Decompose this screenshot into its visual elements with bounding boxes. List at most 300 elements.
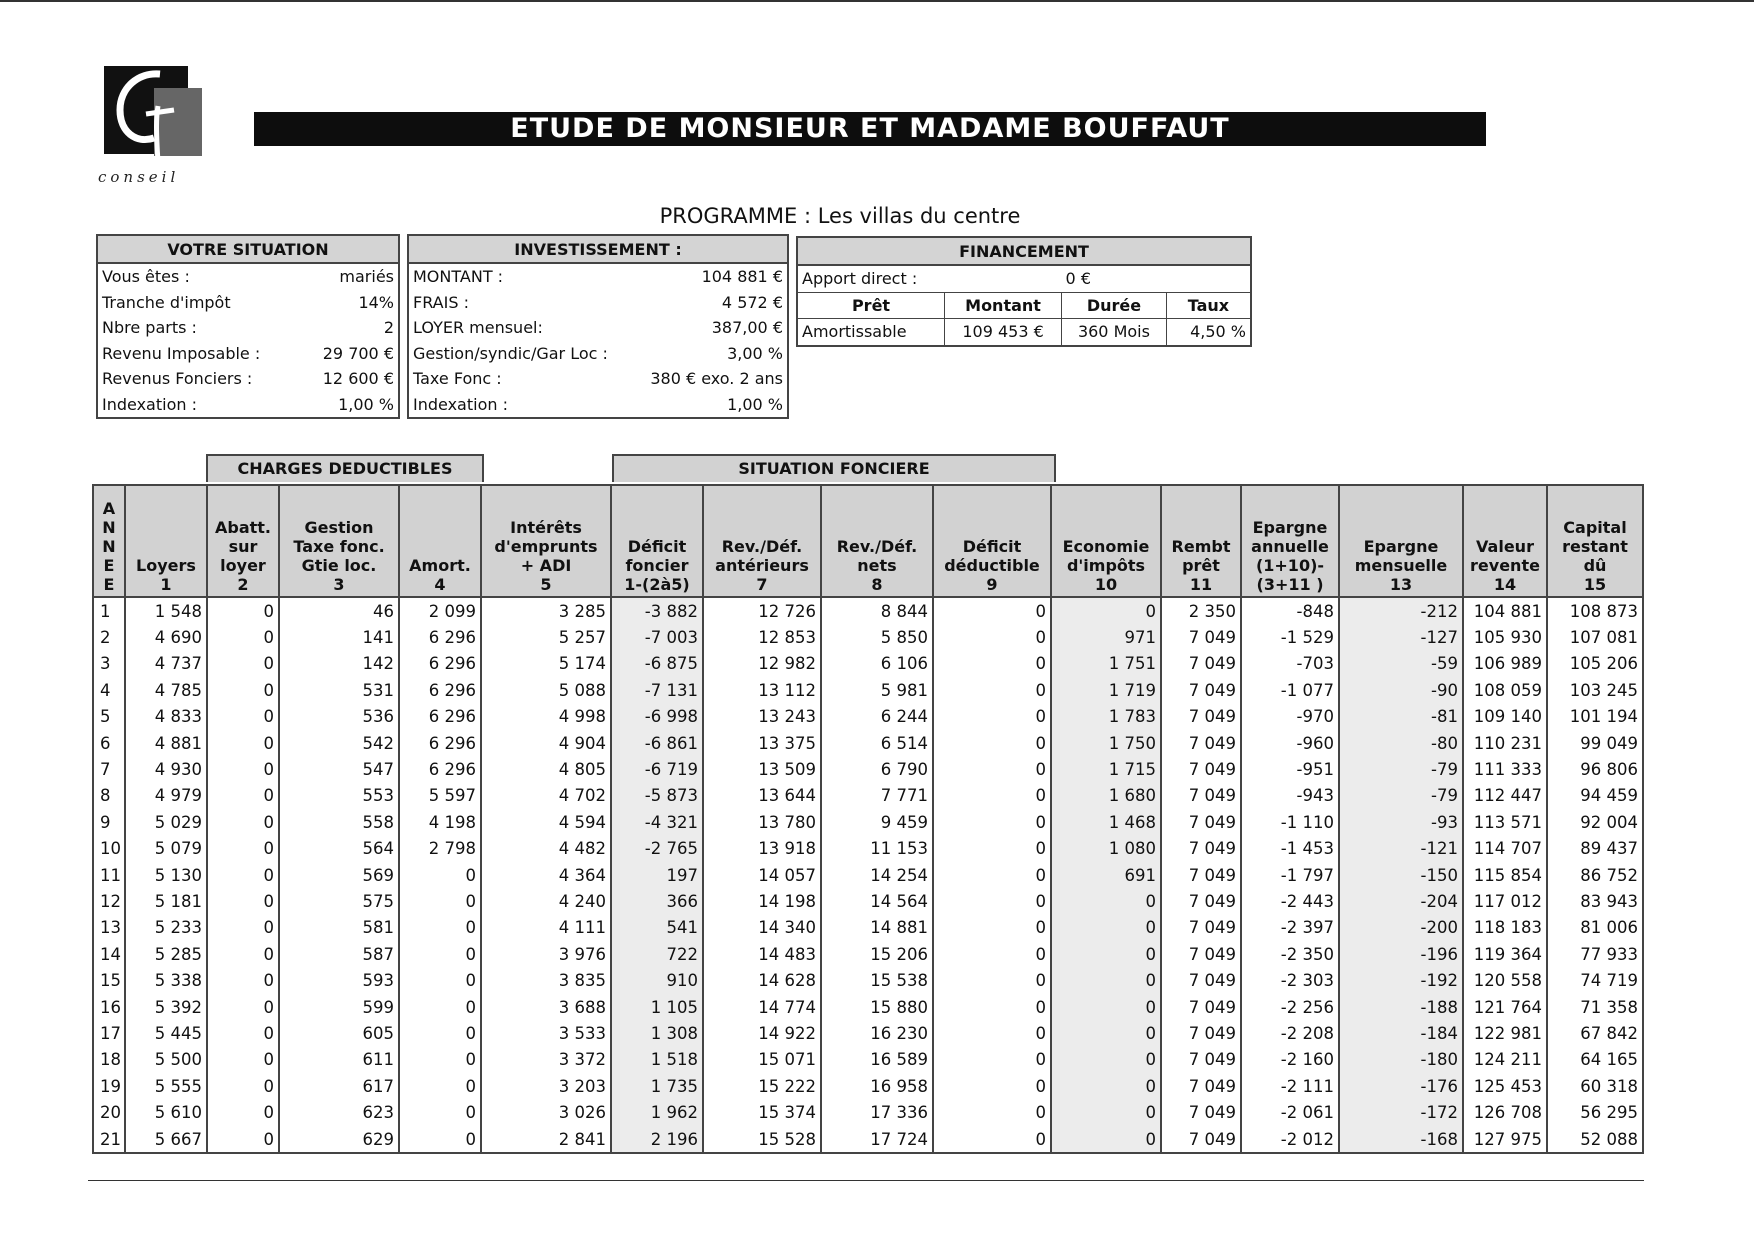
value-cell: 4 594	[481, 809, 611, 835]
year-cell: 2	[93, 624, 125, 650]
value-cell: -79	[1339, 783, 1463, 809]
column-header	[1051, 485, 1161, 597]
financement-col-duree: Durée	[1062, 292, 1167, 319]
situation-value: 1,00 %	[338, 394, 394, 414]
column-header-line: Déficit	[962, 537, 1022, 556]
value-cell: -1 529	[1241, 624, 1339, 650]
value-cell: 6 244	[821, 704, 933, 730]
value-cell: 0	[933, 915, 1051, 941]
column-header-line: Rev./Déf.	[721, 537, 803, 556]
value-cell: 7 049	[1161, 809, 1241, 835]
column-header-line: 1-(2à5)	[624, 575, 690, 594]
value-cell: 107 081	[1547, 624, 1643, 650]
value-cell: -1 797	[1241, 862, 1339, 888]
value-cell: -79	[1339, 756, 1463, 782]
value-cell: 13 780	[703, 809, 821, 835]
value-cell: 6 296	[399, 704, 481, 730]
value-cell: -81	[1339, 704, 1463, 730]
value-cell: -1 110	[1241, 809, 1339, 835]
value-cell: 14 254	[821, 862, 933, 888]
year-cell: 14	[93, 941, 125, 967]
value-cell: 0	[399, 1020, 481, 1046]
value-cell: 1 548	[125, 597, 207, 624]
investissement-box	[407, 234, 789, 419]
column-header-line: 4	[434, 575, 446, 594]
investissement-value: 104 881 €	[701, 267, 783, 287]
year-cell: 16	[93, 994, 125, 1020]
value-cell: 118 183	[1463, 915, 1547, 941]
value-cell: -2 765	[611, 836, 703, 862]
table-row	[93, 1047, 1643, 1073]
value-cell: 1 750	[1051, 730, 1161, 756]
year-cell: 3	[93, 651, 125, 677]
value-cell: 4 240	[481, 888, 611, 914]
column-header-line: Déficit	[627, 537, 687, 556]
value-cell: 553	[279, 783, 399, 809]
value-cell: 77 933	[1547, 941, 1643, 967]
apport-value: 0 €	[1062, 265, 1251, 292]
value-cell: 564	[279, 836, 399, 862]
value-cell: 0	[207, 677, 279, 703]
investissement-label: LOYER mensuel:	[413, 318, 543, 338]
investissement-label: Gestion/syndic/Gar Loc :	[413, 343, 608, 363]
bottom-rule	[88, 1180, 1644, 1181]
value-cell: 7 049	[1161, 1073, 1241, 1099]
year-cell: 10	[93, 836, 125, 862]
value-cell: 617	[279, 1073, 399, 1099]
value-cell: 117 012	[1463, 888, 1547, 914]
value-cell: 629	[279, 1126, 399, 1153]
table-row	[93, 730, 1643, 756]
value-cell: 536	[279, 704, 399, 730]
value-cell: 0	[207, 730, 279, 756]
value-cell: 5 597	[399, 783, 481, 809]
value-cell: 7 049	[1161, 1047, 1241, 1073]
value-cell: -6 861	[611, 730, 703, 756]
value-cell: -180	[1339, 1047, 1463, 1073]
value-cell: 12 853	[703, 624, 821, 650]
column-header-line: Economie	[1062, 537, 1150, 556]
value-cell: 15 222	[703, 1073, 821, 1099]
investissement-value: 1,00 %	[727, 394, 783, 414]
column-header-line: Rev./Déf.	[836, 537, 918, 556]
value-cell: 11 153	[821, 836, 933, 862]
table-row	[93, 783, 1643, 809]
table-row	[93, 1020, 1643, 1046]
value-cell: 15 528	[703, 1126, 821, 1153]
value-cell: 1 080	[1051, 836, 1161, 862]
value-cell: 2 099	[399, 597, 481, 624]
value-cell: -204	[1339, 888, 1463, 914]
column-header-line: + ADI	[520, 556, 572, 575]
value-cell: 1 518	[611, 1047, 703, 1073]
value-cell: -2 256	[1241, 994, 1339, 1020]
column-header-line: (1+10)-	[1255, 556, 1325, 575]
column-header	[279, 485, 399, 597]
investissement-label: FRAIS :	[413, 292, 469, 312]
table-row	[93, 809, 1643, 835]
year-cell: 11	[93, 862, 125, 888]
value-cell: 0	[933, 730, 1051, 756]
year-cell: 8	[93, 783, 125, 809]
value-cell: 1 308	[611, 1020, 703, 1046]
value-cell: 81 006	[1547, 915, 1643, 941]
value-cell: 14 922	[703, 1020, 821, 1046]
value-cell: 4 111	[481, 915, 611, 941]
value-cell: -168	[1339, 1126, 1463, 1153]
value-cell: 0	[933, 1020, 1051, 1046]
value-cell: 4 805	[481, 756, 611, 782]
value-cell: 0	[207, 1126, 279, 1153]
value-cell: -3 882	[611, 597, 703, 624]
year-cell: 9	[93, 809, 125, 835]
value-cell: 3 533	[481, 1020, 611, 1046]
value-cell: 0	[933, 1099, 1051, 1125]
value-cell: -172	[1339, 1099, 1463, 1125]
value-cell: 575	[279, 888, 399, 914]
column-header-line: 15	[1583, 575, 1607, 594]
year-cell: 21	[93, 1126, 125, 1153]
value-cell: 971	[1051, 624, 1161, 650]
column-header-line: Loyers	[136, 556, 196, 575]
table-row	[93, 1126, 1643, 1153]
value-cell: -848	[1241, 597, 1339, 624]
situation-label: Tranche d'impôt	[102, 292, 231, 312]
value-cell: 0	[399, 1047, 481, 1073]
value-cell: -1 453	[1241, 836, 1339, 862]
value-cell: 15 538	[821, 967, 933, 993]
value-cell: 16 958	[821, 1073, 933, 1099]
value-cell: 0	[1051, 1099, 1161, 1125]
value-cell: 109 140	[1463, 704, 1547, 730]
year-cell: 4	[93, 677, 125, 703]
value-cell: 623	[279, 1099, 399, 1125]
value-cell: 3 688	[481, 994, 611, 1020]
value-cell: 4 690	[125, 624, 207, 650]
table-row	[93, 994, 1643, 1020]
table-row	[93, 651, 1643, 677]
value-cell: 101 194	[1547, 704, 1643, 730]
column-header-line: 11	[1189, 575, 1213, 594]
value-cell: 5 500	[125, 1047, 207, 1073]
situation-label: Indexation :	[102, 394, 197, 414]
value-cell: -2 443	[1241, 888, 1339, 914]
value-cell: 0	[207, 704, 279, 730]
value-cell: 0	[933, 624, 1051, 650]
column-header	[1161, 485, 1241, 597]
value-cell: 5 445	[125, 1020, 207, 1046]
column-header-line: Intérêts	[510, 518, 582, 537]
situation-value: 14%	[358, 292, 394, 312]
value-cell: 1 715	[1051, 756, 1161, 782]
value-cell: 12 726	[703, 597, 821, 624]
value-cell: 108 059	[1463, 677, 1547, 703]
value-cell: 60 318	[1547, 1073, 1643, 1099]
financement-box	[796, 236, 1252, 347]
value-cell: -59	[1339, 651, 1463, 677]
value-cell: 6 514	[821, 730, 933, 756]
value-cell: 4 998	[481, 704, 611, 730]
value-cell: 6 106	[821, 651, 933, 677]
value-cell: 67 842	[1547, 1020, 1643, 1046]
value-cell: 7 049	[1161, 651, 1241, 677]
value-cell: -943	[1241, 783, 1339, 809]
column-header-line: Capital	[1563, 518, 1627, 537]
value-cell: 14 057	[703, 862, 821, 888]
value-cell: 52 088	[1547, 1126, 1643, 1153]
value-cell: 0	[933, 677, 1051, 703]
value-cell: 0	[933, 704, 1051, 730]
value-cell: 5 257	[481, 624, 611, 650]
value-cell: -196	[1339, 941, 1463, 967]
value-cell: 14 564	[821, 888, 933, 914]
value-cell: 547	[279, 756, 399, 782]
value-cell: 0	[207, 597, 279, 624]
value-cell: 0	[207, 862, 279, 888]
value-cell: 1 680	[1051, 783, 1161, 809]
column-header-line: loyer	[220, 556, 266, 575]
value-cell: 1 468	[1051, 809, 1161, 835]
value-cell: -212	[1339, 597, 1463, 624]
value-cell: 105 206	[1547, 651, 1643, 677]
value-cell: 0	[399, 862, 481, 888]
financement-header: FINANCEMENT	[797, 237, 1251, 265]
value-cell: 17 336	[821, 1099, 933, 1125]
value-cell: 0	[933, 994, 1051, 1020]
value-cell: -121	[1339, 836, 1463, 862]
value-cell: 3 285	[481, 597, 611, 624]
value-cell: 7 049	[1161, 1126, 1241, 1153]
value-cell: -90	[1339, 677, 1463, 703]
value-cell: 103 245	[1547, 677, 1643, 703]
value-cell: 0	[933, 809, 1051, 835]
column-header-line: 8	[871, 575, 883, 594]
value-cell: 0	[1051, 1047, 1161, 1073]
value-cell: 56 295	[1547, 1099, 1643, 1125]
value-cell: -6 998	[611, 704, 703, 730]
table-row	[93, 862, 1643, 888]
value-cell: 0	[1051, 967, 1161, 993]
value-cell: 5 667	[125, 1126, 207, 1153]
investissement-header: INVESTISSEMENT :	[408, 235, 788, 263]
column-header-line: N	[102, 537, 116, 556]
financement-taux: 4,50 %	[1166, 319, 1251, 346]
value-cell: -2 208	[1241, 1020, 1339, 1046]
value-cell: 16 589	[821, 1047, 933, 1073]
value-cell: 541	[611, 915, 703, 941]
value-cell: 5 850	[821, 624, 933, 650]
value-cell: 16 230	[821, 1020, 933, 1046]
column-header-line: sur	[228, 537, 258, 556]
value-cell: 7 049	[1161, 915, 1241, 941]
value-cell: 0	[933, 597, 1051, 624]
value-cell: 104 881	[1463, 597, 1547, 624]
column-header-line: d'emprunts	[494, 537, 598, 556]
financement-duree: 360 Mois	[1062, 319, 1167, 346]
value-cell: -4 321	[611, 809, 703, 835]
column-header-line: prêt	[1182, 556, 1220, 575]
value-cell: 0	[933, 783, 1051, 809]
value-cell: 6 296	[399, 677, 481, 703]
value-cell: 0	[207, 915, 279, 941]
value-cell: 691	[1051, 862, 1161, 888]
financement-col-taux: Taux	[1166, 292, 1251, 319]
value-cell: 15 374	[703, 1099, 821, 1125]
value-cell: 120 558	[1463, 967, 1547, 993]
value-cell: 0	[1051, 597, 1161, 624]
value-cell: -150	[1339, 862, 1463, 888]
value-cell: 5 130	[125, 862, 207, 888]
situation-value: 2	[383, 318, 394, 338]
table-row	[93, 756, 1643, 782]
value-cell: 14 628	[703, 967, 821, 993]
column-header-line: E	[103, 556, 115, 575]
value-cell: 7 049	[1161, 994, 1241, 1020]
value-cell: 0	[933, 888, 1051, 914]
value-cell: -960	[1241, 730, 1339, 756]
year-cell: 5	[93, 704, 125, 730]
column-header-line: 10	[1094, 575, 1118, 594]
value-cell: 0	[1051, 1073, 1161, 1099]
value-cell: 4 198	[399, 809, 481, 835]
value-cell: 7 049	[1161, 704, 1241, 730]
value-cell: 13 509	[703, 756, 821, 782]
value-cell: 605	[279, 1020, 399, 1046]
value-cell: -970	[1241, 704, 1339, 730]
column-header-line: Gestion	[304, 518, 374, 537]
value-cell: 8 844	[821, 597, 933, 624]
value-cell: 124 211	[1463, 1047, 1547, 1073]
value-cell: 0	[399, 888, 481, 914]
value-cell: 5 981	[821, 677, 933, 703]
column-header-line: 13	[1389, 575, 1413, 594]
value-cell: 0	[933, 756, 1051, 782]
value-cell: 1 105	[611, 994, 703, 1020]
value-cell: 14 198	[703, 888, 821, 914]
column-header-line: N	[102, 518, 116, 537]
value-cell: -951	[1241, 756, 1339, 782]
value-cell: 7 049	[1161, 1020, 1241, 1046]
value-cell: 599	[279, 994, 399, 1020]
value-cell: 5 555	[125, 1073, 207, 1099]
value-cell: 3 026	[481, 1099, 611, 1125]
value-cell: -93	[1339, 809, 1463, 835]
value-cell: 0	[933, 941, 1051, 967]
column-header	[1339, 485, 1463, 597]
column-header-line: Abatt.	[214, 518, 271, 537]
value-cell: 2 350	[1161, 597, 1241, 624]
value-cell: 4 702	[481, 783, 611, 809]
column-header	[1463, 485, 1547, 597]
investissement-value: 380 € exo. 2 ans	[650, 369, 783, 389]
value-cell: 14 483	[703, 941, 821, 967]
value-cell: 5 610	[125, 1099, 207, 1125]
value-cell: 0	[1051, 888, 1161, 914]
value-cell: 6 296	[399, 730, 481, 756]
table-row	[93, 704, 1643, 730]
value-cell: 14 774	[703, 994, 821, 1020]
value-cell: 593	[279, 967, 399, 993]
column-header	[933, 485, 1051, 597]
value-cell: 141	[279, 624, 399, 650]
value-cell: 4 364	[481, 862, 611, 888]
value-cell: -2 160	[1241, 1047, 1339, 1073]
value-cell: 558	[279, 809, 399, 835]
table-row	[93, 1073, 1643, 1099]
situation-value: 29 700 €	[322, 343, 394, 363]
value-cell: 0	[207, 1099, 279, 1125]
value-cell: 7 049	[1161, 967, 1241, 993]
column-header	[481, 485, 611, 597]
value-cell: 4 979	[125, 783, 207, 809]
value-cell: 15 071	[703, 1047, 821, 1073]
year-cell: 12	[93, 888, 125, 914]
value-cell: 0	[207, 783, 279, 809]
table-row	[93, 624, 1643, 650]
column-header-line: 14	[1493, 575, 1517, 594]
value-cell: 13 644	[703, 783, 821, 809]
value-cell: 0	[933, 651, 1051, 677]
column-header-line: antérieurs	[715, 556, 809, 575]
situation-header: VOTRE SITUATION	[97, 235, 399, 263]
value-cell: 125 453	[1463, 1073, 1547, 1099]
column-header-line: E	[103, 575, 115, 594]
column-header-line: 9	[986, 575, 998, 594]
value-cell: 46	[279, 597, 399, 624]
column-header-line: revente	[1470, 556, 1540, 575]
column-header-line: 1	[160, 575, 172, 594]
value-cell: 0	[207, 1047, 279, 1073]
value-cell: 1 751	[1051, 651, 1161, 677]
column-header-line: A	[102, 499, 116, 518]
value-cell: 6 296	[399, 651, 481, 677]
value-cell: 121 764	[1463, 994, 1547, 1020]
year-cell: 20	[93, 1099, 125, 1125]
value-cell: 5 174	[481, 651, 611, 677]
table-row	[93, 967, 1643, 993]
value-cell: 6 790	[821, 756, 933, 782]
value-cell: 4 833	[125, 704, 207, 730]
value-cell: 0	[207, 888, 279, 914]
value-cell: -192	[1339, 967, 1463, 993]
investissement-value: 387,00 €	[711, 318, 783, 338]
column-header	[207, 485, 279, 597]
column-header-line: 5	[540, 575, 552, 594]
value-cell: 0	[207, 994, 279, 1020]
value-cell: 7 049	[1161, 1099, 1241, 1125]
group-situation-fonciere: SITUATION FONCIERE	[612, 454, 1056, 482]
column-header-line: déductible	[944, 556, 1040, 575]
value-cell: 2 798	[399, 836, 481, 862]
value-cell: 119 364	[1463, 941, 1547, 967]
column-header-line: d'impôts	[1066, 556, 1146, 575]
column-header-line: Epargne	[1252, 518, 1328, 537]
situation-value: mariés	[339, 267, 394, 287]
column-header-line: foncier	[625, 556, 689, 575]
value-cell: 5 233	[125, 915, 207, 941]
value-cell: 569	[279, 862, 399, 888]
value-cell: -6 875	[611, 651, 703, 677]
value-cell: -5 873	[611, 783, 703, 809]
column-header-line: 7	[756, 575, 768, 594]
value-cell: 0	[1051, 915, 1161, 941]
value-cell: 108 873	[1547, 597, 1643, 624]
value-cell: 14 881	[821, 915, 933, 941]
situation-value: 12 600 €	[322, 369, 394, 389]
value-cell: 0	[207, 809, 279, 835]
table-header-row	[93, 485, 1643, 597]
value-cell: 110 231	[1463, 730, 1547, 756]
